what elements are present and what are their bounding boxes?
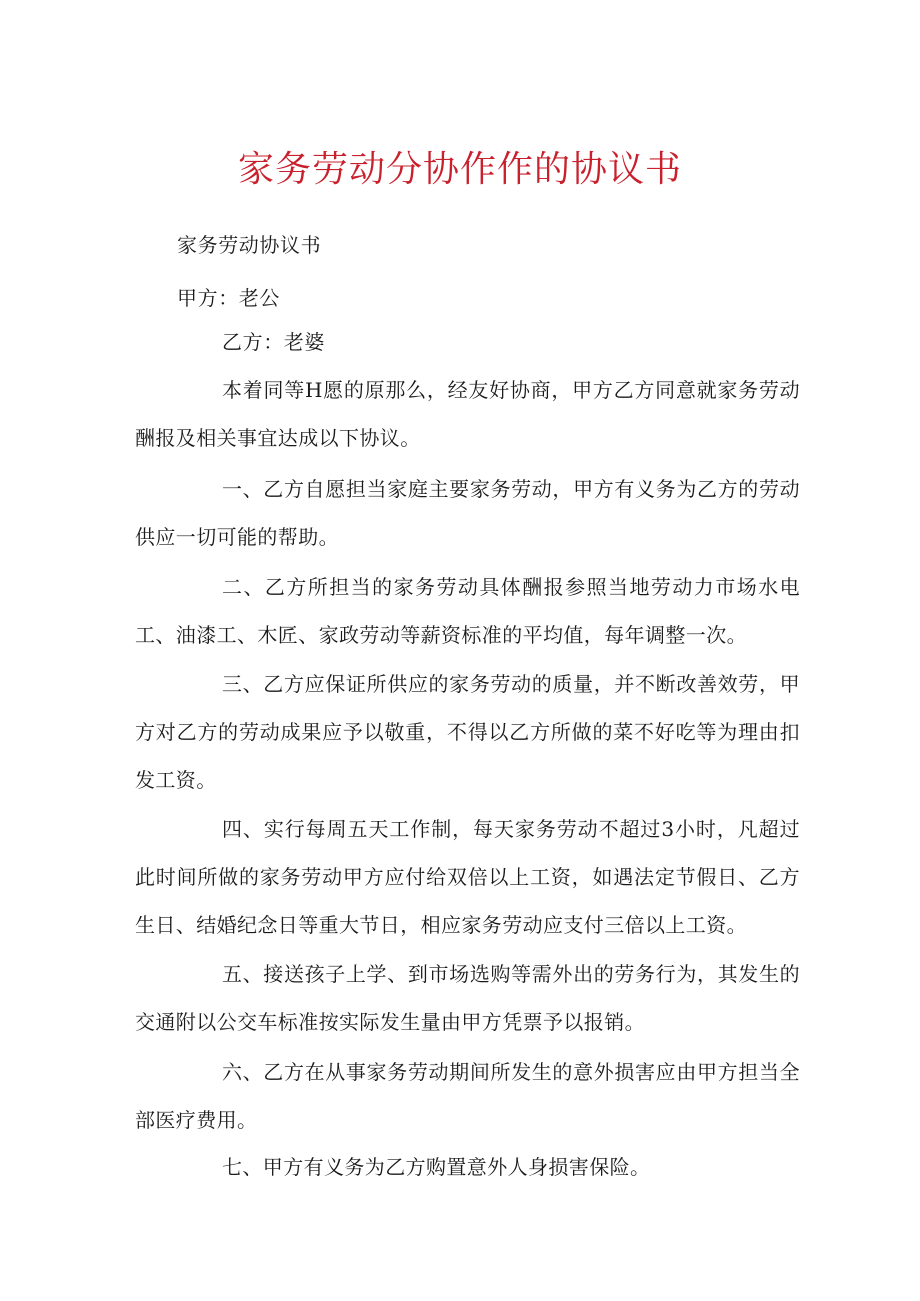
document-title: 家务劳动分协作作的协议书 xyxy=(237,149,682,190)
clause-3-paragraph: 三、乙方应保证所供应的家务劳动的质量，并不断改善效劳，甲方对乙方的劳动成果应予以敬重，不得以乙方所做的菜不好吃等为理由扣发工资。 xyxy=(135,672,800,792)
clause-2-paragraph: 二、乙方所担当的家务劳动具体酬报参照当地劳动力市场水电工、油漆工、木匠、家政劳动等薪资标准的平均值，每年调整一次。 xyxy=(135,575,800,647)
clause-4-paragraph: 四、实行每周五天工作制，每天家务劳动不超过3小时，凡超过此时间所做的家务劳动甲方应付给双倍以上工资，如遇法定节假日、乙方生日、结婚纪念日等重大节日，相应家务劳动应支付三倍以上工资。 xyxy=(135,817,800,937)
clause-7-paragraph: 七、甲方有义务为乙方购置意外人身损害保险。 xyxy=(222,1155,651,1179)
party-b-line: 乙方：老婆 xyxy=(222,330,325,354)
clause-1-paragraph: 一、乙方自愿担当家庭主要家务劳动，甲方有义务为乙方的劳动供应一切可能的帮助。 xyxy=(135,477,800,549)
clause-6-paragraph: 六、乙方在从事家务劳动期间所发生的意外损害应由甲方担当全部医疗费用。 xyxy=(135,1060,800,1132)
party-a-line: 甲方：老公 xyxy=(177,286,280,310)
clause-5-paragraph: 五、接送孩子上学、到市场选购等需外出的劳务行为，其发生的交通附以公交车标准按实际发生量由甲方凭票予以报销。 xyxy=(135,962,800,1034)
intro-paragraph: 本着同等H愿的原那么，经友好协商，甲方乙方同意就家务劳动酬报及相关事宜达成以下协议。 xyxy=(135,378,800,450)
document-subtitle: 家务劳动协议书 xyxy=(177,233,322,257)
